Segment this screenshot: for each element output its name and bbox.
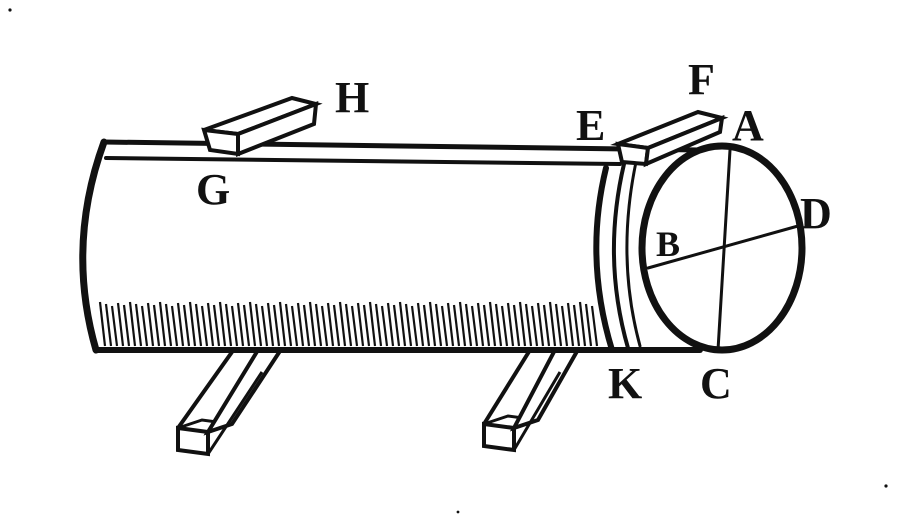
label-e: E (576, 101, 606, 150)
label-h: H (335, 73, 370, 122)
print-speck (884, 484, 887, 487)
label-c: C (700, 359, 732, 408)
label-d: D (800, 189, 832, 238)
print-speck (457, 511, 460, 514)
left-leg (178, 348, 282, 454)
label-k: K (608, 359, 643, 408)
label-f: F (688, 55, 715, 104)
label-b: B (656, 224, 681, 264)
label-g: G (196, 165, 231, 214)
print-speck (8, 8, 11, 11)
label-a: A (732, 101, 764, 150)
right-leg (484, 346, 580, 450)
